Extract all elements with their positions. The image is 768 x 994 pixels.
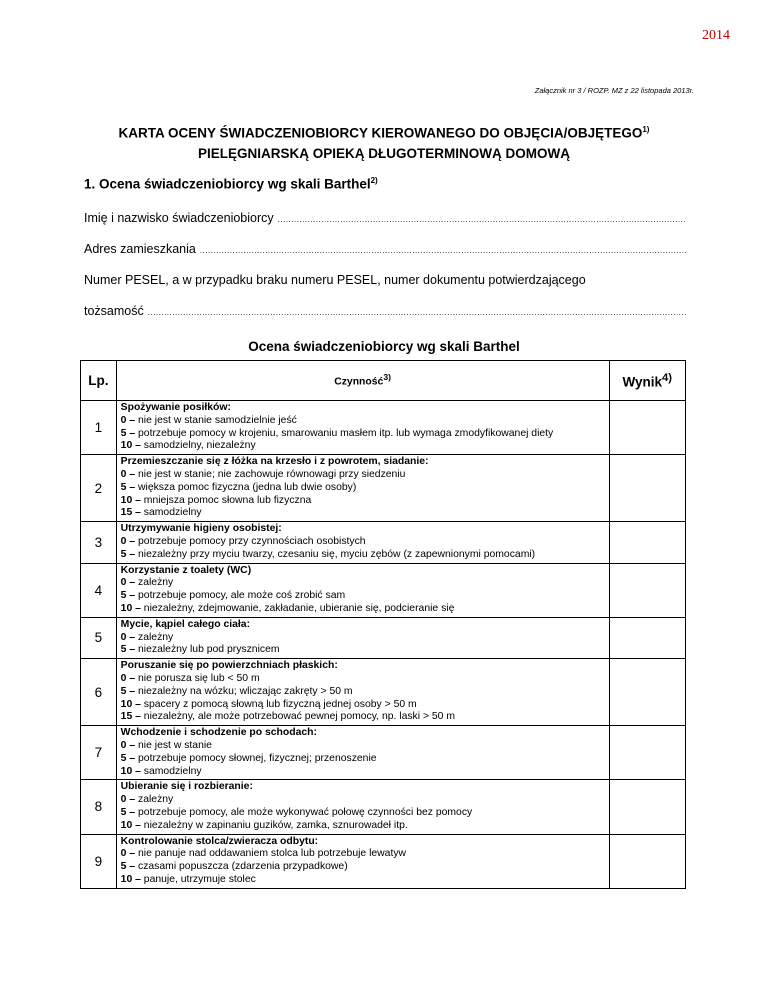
score-option: 0 – nie jest w stanie samodzielnie jeść [120, 414, 297, 426]
score-description: nie panuje nad oddawaniem stolca lub potrzebuje lewatyw [138, 848, 407, 860]
result-cell[interactable] [609, 563, 685, 617]
result-cell[interactable] [609, 455, 685, 522]
table-row [81, 834, 686, 888]
score-value: 10 [120, 873, 133, 885]
activity-cell [116, 522, 609, 563]
name-field[interactable] [84, 211, 686, 225]
table-row [81, 659, 686, 726]
identity-label: tożsamość [84, 304, 144, 318]
score-option: 10 – panuje, utrzymuje stolec [120, 873, 256, 885]
score-option: 0 – nie jest w stanie [120, 739, 212, 751]
score-option: 10 – samodzielny, niezależny [120, 440, 256, 452]
activity-title: Przemieszczanie się z łóżka na krzesło i z powrotem, siadanie: [120, 456, 429, 468]
score-description: potrzebuje pomocy, ale może wykonywać połowę czynności bez pomocy [138, 806, 473, 818]
score-value: 5 [120, 685, 127, 697]
score-value: 0 [120, 794, 127, 806]
score-description: czasami popuszcza (zdarzenia przypadkowe) [138, 861, 348, 873]
header-activity-text: Czynność [334, 376, 384, 388]
table-row [81, 401, 686, 455]
row-number: 5 [81, 617, 117, 658]
score-description: niezależny lub pod prysznicem [138, 644, 280, 656]
score-description: samodzielny, niezależny [143, 440, 256, 452]
activity-cell [116, 780, 609, 834]
address-label: Adres zamieszkania [84, 242, 196, 256]
activity-cell [116, 659, 609, 726]
score-option: 10 – samodzielny [120, 765, 202, 777]
activity-cell [116, 617, 609, 658]
header-activity-note: 3) [383, 372, 392, 383]
score-option: 5 – niezależny lub pod prysznicem [120, 644, 280, 656]
score-option: 15 – niezależny, ale może potrzebować pewnej pomocy, np. laski > 50 m [120, 711, 456, 723]
row-number: 8 [81, 780, 117, 834]
header-lp: Lp. [81, 361, 117, 401]
pesel-label-row [84, 273, 686, 287]
row-number: 1 [81, 401, 117, 455]
score-option: 5 – potrzebuje pomocy słownej, fizycznej; przenoszenie [120, 752, 377, 764]
score-description: niezależny przy myciu twarzy, czesaniu się, myciu zębów (z zapewnionymi pomocami) [138, 548, 536, 560]
activity-cell [116, 401, 609, 455]
score-value: 10 [120, 494, 133, 506]
result-cell[interactable] [609, 834, 685, 888]
score-option: 10 – spacery z pomocą słowną lub fizyczną jednej osoby > 50 m [120, 698, 417, 710]
score-value: 5 [120, 806, 127, 818]
activity-title: Spożywanie posiłków: [120, 402, 231, 413]
result-cell[interactable] [609, 780, 685, 834]
score-value: 5 [120, 752, 127, 764]
score-option: 0 – potrzebuje pomocy przy czynnościach osobistych [120, 535, 366, 547]
score-description: nie jest w stanie samodzielnie jeść [138, 414, 297, 426]
title-line-2: PIELĘGNIARSKĄ OPIEKĄ DŁUGOTERMINOWĄ DOMOWĄ [198, 145, 570, 161]
result-cell[interactable] [609, 659, 685, 726]
row-number: 2 [81, 455, 117, 522]
row-number: 7 [81, 726, 117, 780]
section-heading [84, 176, 378, 192]
score-description: niezależny w zapinaniu guzików, zamka, sznurowadeł itp. [143, 819, 408, 831]
score-value: 0 [120, 577, 127, 589]
score-option: 0 – nie porusza się lub < 50 m [120, 672, 260, 684]
score-description: potrzebuje pomocy słownej, fizycznej; przenoszenie [138, 752, 377, 764]
name-dotted-line[interactable] [278, 215, 686, 224]
score-option: 10 – niezależny w zapinaniu guzików, zamka, sznurowadeł itp. [120, 819, 408, 831]
activity-cell [116, 563, 609, 617]
header-result-text: Wynik [622, 374, 663, 390]
score-description: panuje, utrzymuje stolec [143, 873, 256, 885]
score-description: zależny [138, 631, 174, 643]
activity-cell [116, 455, 609, 522]
section-footnote-ref: 2) [370, 176, 378, 185]
result-cell[interactable] [609, 401, 685, 455]
score-option: 5 – potrzebuje pomocy w krojeniu, smarowaniu masłem itp. lub wymaga zmodyfikowanej diety [120, 427, 554, 439]
title-line-1: KARTA OCENY ŚWIADCZENIOBIORCY KIEROWANEGO DO OBJĘCIA/OBJĘTEGO [118, 125, 643, 141]
identity-field[interactable] [84, 304, 686, 318]
score-description: samodzielny [143, 507, 202, 519]
score-value: 0 [120, 414, 127, 426]
activity-title: Korzystanie z toalety (WC) [120, 564, 252, 576]
address-field[interactable] [84, 242, 686, 256]
score-value: 15 [120, 507, 133, 519]
row-number: 9 [81, 834, 117, 888]
score-value: 10 [120, 819, 133, 831]
score-option: 0 – nie panuje nad oddawaniem stolca lub potrzebuje lewatyw [120, 848, 407, 860]
result-cell[interactable] [609, 522, 685, 563]
score-value: 10 [120, 698, 133, 710]
score-value: 0 [120, 672, 127, 684]
year-label: 2014 [702, 28, 730, 43]
score-option: 5 – niezależny przy myciu twarzy, czesaniu się, myciu zębów (z zapewnionymi pomocami) [120, 548, 536, 560]
score-option: 5 – potrzebuje pomocy, ale może wykonywać połowę czynności bez pomocy [120, 806, 473, 818]
score-value: 0 [120, 535, 127, 547]
score-value: 5 [120, 861, 127, 873]
annex-note: Załącznik nr 3 / ROZP. MZ z 22 listopada 2013r. [534, 86, 694, 95]
section-heading-text: 1. Ocena świadczeniobiorcy wg skali Barthel [84, 176, 371, 192]
score-value: 0 [120, 848, 127, 860]
row-number: 6 [81, 659, 117, 726]
pesel-label: Numer PESEL, a w przypadku braku numeru PESEL, numer dokumentu potwierdzającego [84, 273, 586, 287]
table-row [81, 617, 686, 658]
score-option: 10 – mniejsza pomoc słowna lub fizyczna [120, 494, 312, 506]
row-number: 4 [81, 563, 117, 617]
table-caption: Ocena świadczeniobiorcy wg skali Barthel [248, 339, 520, 354]
score-option: 10 – niezależny, zdejmowanie, zakładanie, ubieranie się, podcieranie się [120, 602, 455, 614]
identity-dotted-line[interactable] [148, 308, 686, 317]
result-cell[interactable] [609, 726, 685, 780]
score-option: 0 – zależny [120, 577, 174, 589]
table-header-row [81, 361, 686, 401]
activity-title: Poruszanie się po powierzchniach płaskich: [120, 660, 338, 672]
score-value: 10 [120, 602, 133, 614]
activity-title: Ubieranie się i rozbieranie: [120, 781, 253, 793]
score-option: 15 – samodzielny [120, 507, 202, 519]
score-description: nie porusza się lub < 50 m [138, 672, 260, 684]
score-description: potrzebuje pomocy w krojeniu, smarowaniu masłem itp. lub wymaga zmodyfikowanej diety [138, 427, 554, 439]
result-cell[interactable] [609, 617, 685, 658]
score-value: 0 [120, 468, 127, 480]
score-option: 0 – zależny [120, 631, 174, 643]
score-option: 0 – nie jest w stanie; nie zachowuje równowagi przy siedzeniu [120, 468, 406, 480]
score-description: potrzebuje pomocy, ale może coś zrobić sam [138, 590, 346, 602]
score-value: 5 [120, 590, 127, 602]
score-description: niezależny na wózku; wliczając zakręty > 50 m [138, 685, 353, 697]
score-value: 5 [120, 548, 127, 560]
score-value: 0 [120, 739, 127, 751]
table-row [81, 563, 686, 617]
score-option: 0 – zależny [120, 794, 174, 806]
score-value: 0 [120, 631, 127, 643]
activity-cell [116, 726, 609, 780]
score-description: zależny [138, 577, 174, 589]
activity-title: Utrzymywanie higieny osobistej: [120, 523, 282, 535]
score-value: 5 [120, 427, 127, 439]
score-description: zależny [138, 794, 174, 806]
document-title [0, 120, 768, 164]
score-option: 5 – niezależny na wózku; wliczając zakręty > 50 m [120, 685, 353, 697]
score-value: 10 [120, 765, 133, 777]
header-result-note: 4) [662, 371, 673, 384]
score-description: niezależny, ale może potrzebować pewnej pomocy, np. laski > 50 m [143, 711, 456, 723]
score-value: 5 [120, 644, 127, 656]
score-option: 5 – czasami popuszcza (zdarzenia przypadkowe) [120, 861, 348, 873]
table-row [81, 522, 686, 563]
activity-title: Kontrolowanie stolca/zwieracza odbytu: [120, 835, 319, 847]
score-description: nie jest w stanie; nie zachowuje równowagi przy siedzeniu [138, 468, 406, 480]
score-value: 10 [120, 440, 133, 452]
score-description: nie jest w stanie [138, 739, 212, 751]
activity-title: Mycie, kąpiel całego ciała: [120, 618, 251, 630]
address-dotted-line[interactable] [200, 246, 686, 255]
score-description: niezależny, zdejmowanie, zakładanie, ubieranie się, podcieranie się [143, 602, 455, 614]
header-result [609, 361, 685, 401]
score-value: 15 [120, 711, 133, 723]
score-description: spacery z pomocą słowną lub fizyczną jednej osoby > 50 m [143, 698, 417, 710]
score-description: potrzebuje pomocy przy czynnościach osobistych [138, 535, 366, 547]
table-row [81, 455, 686, 522]
title-footnote-ref: 1) [642, 125, 650, 134]
name-label: Imię i nazwisko świadczeniobiorcy [84, 211, 274, 225]
table-row [81, 780, 686, 834]
barthel-table [80, 360, 686, 889]
row-number: 3 [81, 522, 117, 563]
activity-title: Wchodzenie i schodzenie po schodach: [120, 727, 317, 739]
activity-cell [116, 834, 609, 888]
score-option: 5 – większa pomoc fizyczna (jedna lub dwie osoby) [120, 481, 357, 493]
score-description: mniejsza pomoc słowna lub fizyczna [143, 494, 312, 506]
score-value: 5 [120, 481, 127, 493]
score-description: samodzielny [143, 765, 202, 777]
score-option: 5 – potrzebuje pomocy, ale może coś zrobić sam [120, 590, 346, 602]
table-row [81, 726, 686, 780]
score-description: większa pomoc fizyczna (jedna lub dwie osoby) [138, 481, 357, 493]
header-activity [116, 361, 609, 401]
